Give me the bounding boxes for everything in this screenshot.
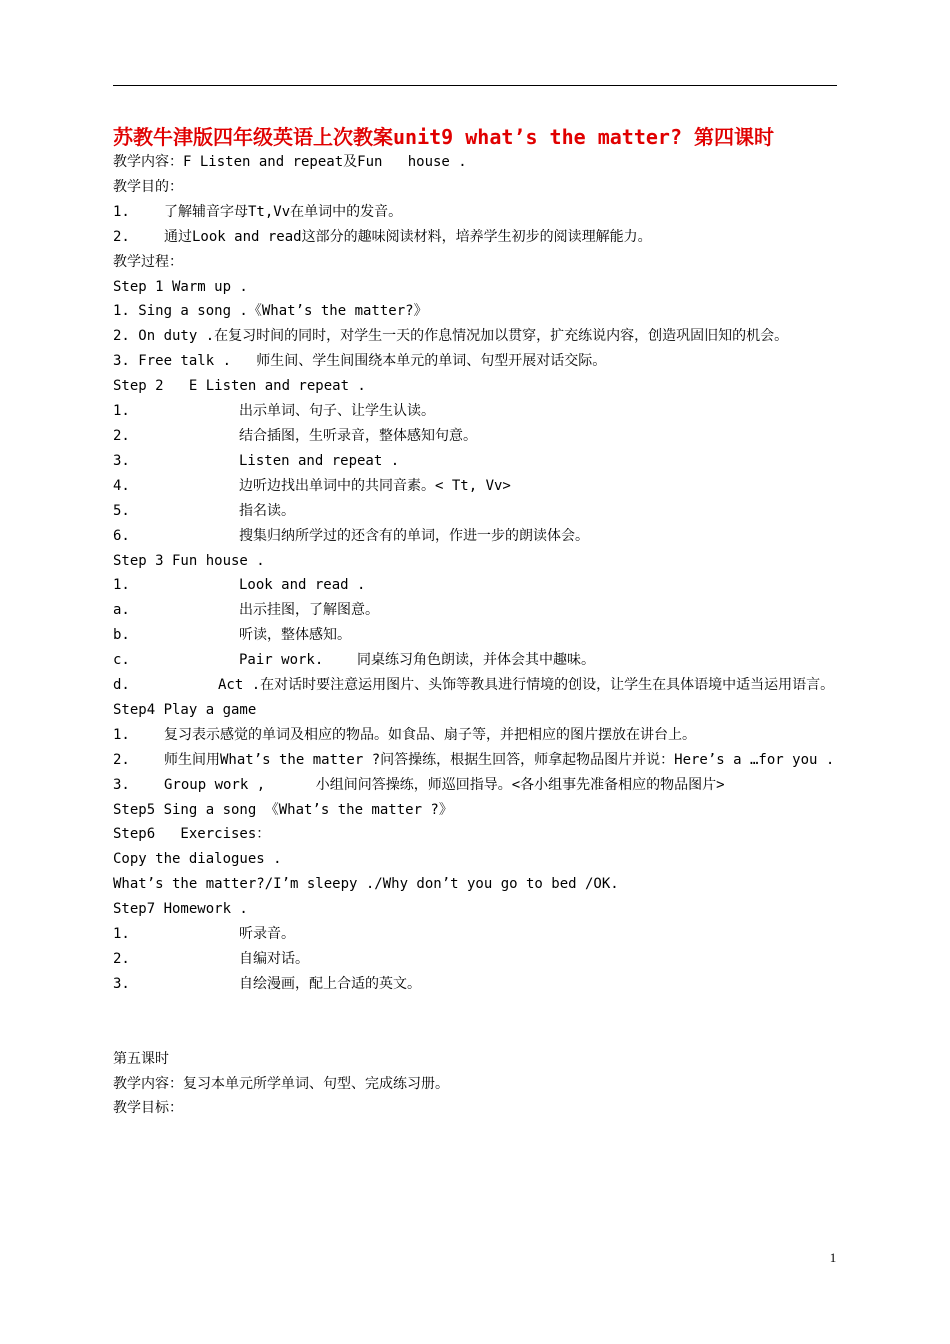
step-3-item [113,623,837,648]
process-heading: 教学过程： [113,253,183,270]
step-4-item [113,723,837,748]
step-4-heading: Step4 Play a game [113,701,257,718]
aim-item [113,200,837,225]
item-number: 3. [113,975,130,992]
item-number: 2. [113,427,130,444]
step-3-item [113,648,837,673]
step-7-item [113,947,837,972]
step-7-heading: Step7 Homework . [113,901,248,918]
step-3-item [113,573,837,598]
item-number: 2. [113,951,130,967]
item-text: 边听边找出单词中的共同音素。< Tt, Vv> [239,477,511,494]
item-text: 出示单词、句子、让学生认读。 [239,403,435,420]
aim-text: 通过Look and read这部分的趣味阅读材料，培养学生初步的阅读理解能力。 [164,228,652,245]
lesson-5-content: 教学内容：复习本单元所学单词、句型、完成练习册。 [113,1075,449,1092]
item-letter: c. [113,652,130,669]
header-rule [113,85,837,86]
step-5-heading: Step5 Sing a song 《What’s the matter ?》 [113,801,453,818]
item-text: 复习表示感觉的单词及相应的物品。如食品、扇子等，并把相应的图片摆放在讲台上。 [164,726,696,743]
item-number: 1. [113,926,130,943]
page-number: 1 [829,1250,837,1265]
item-number: 1. [113,403,130,420]
aim-item [113,225,837,250]
step-2-item [113,449,837,474]
item-text: 自绘漫画，配上合适的英文。 [239,975,421,992]
step-7-item [113,972,837,997]
item-letter: d. [113,677,130,694]
step-1-item: 2. On duty .在复习时间的同时，对学生一天的作息情况加以贯穿，扩充练说内容，创造巩固旧知的机会。 [113,328,789,345]
step-4-item [113,748,837,773]
step-2-item [113,399,837,424]
step-7-item [113,922,837,947]
step-1-heading: Step 1 Warm up . [113,278,248,295]
document-body [113,150,837,1121]
item-number: 2. [113,228,130,245]
item-text: 听录音。 [239,926,295,943]
step-3-item [113,673,837,698]
aim-heading: 教学目的： [113,178,183,195]
step-6-heading: Step6 Exercises： [113,826,271,843]
item-number: 1. [113,203,130,220]
document-title: 苏教牛津版四年级英语上次教案unit9 what’s the matter? 第四课时 [113,125,775,149]
blank-space [113,997,837,1047]
step-2-heading: Step 2 E Listen and repeat . [113,378,366,395]
item-number: 1. [113,726,130,743]
step-2-item [113,474,837,499]
step-2-item [113,424,837,449]
step-1-item: 1. Sing a song .《What’s the matter?》 [113,303,428,320]
step-6-item: Copy the dialogues . [113,851,282,868]
item-text: Listen and repeat . [239,452,400,469]
item-number: 6. [113,527,130,544]
content-line: 教学内容：F Listen and repeat及Fun house . [113,154,467,170]
item-text: 出示挂图，了解图意。 [239,602,379,619]
item-number: 3. [113,452,130,469]
item-number: 5. [113,502,130,519]
step-1-item: 3. Free talk . 师生间、学生间围绕本单元的单词、句型开展对话交际。 [113,353,607,370]
item-number: 3. [113,776,130,793]
item-text: 师生间用What’s the matter ?问答操练，根据生回答，师拿起物品图片并说：Here’s a …for you . [164,751,835,768]
lesson-5-heading: 第五课时 [113,1050,169,1067]
item-number: 2. [113,751,130,768]
step-3-item [113,598,837,623]
item-text: 搜集归纳所学过的还含有的单词，作进一步的朗读体会。 [239,527,589,544]
item-text: Pair work. 同桌练习角色朗读，并体会其中趣味。 [239,652,596,669]
lesson-5-aim: 教学目标： [113,1100,183,1117]
step-6-item: What’s the matter?/I’m sleepy ./Why don’t you go to bed /OK. [113,876,619,893]
step-4-item [113,773,837,798]
item-letter: a. [113,602,130,619]
item-text: Group work , 小组间问答操练，师巡回指导。<各小组事先准备相应的物品图片> [164,776,725,793]
item-text: 听读，整体感知。 [239,627,351,644]
item-text: 结合插图，生听录音，整体感知句意。 [239,427,477,444]
item-text: 指名读。 [239,502,295,519]
item-text: Look and read . [239,577,366,594]
item-number: 4. [113,477,130,494]
item-text: Act .在对话时要注意运用图片、头饰等教具进行情境的创设，让学生在具体语境中适当运用语言。 [218,677,835,694]
item-text: 自编对话。 [239,951,309,967]
step-3-heading: Step 3 Fun house . [113,552,265,569]
aim-text: 了解辅音字母Tt,Vv在单词中的发音。 [164,203,403,220]
step-2-item [113,524,837,549]
step-2-item [113,499,837,524]
item-number: 1. [113,577,130,594]
item-letter: b. [113,627,130,644]
